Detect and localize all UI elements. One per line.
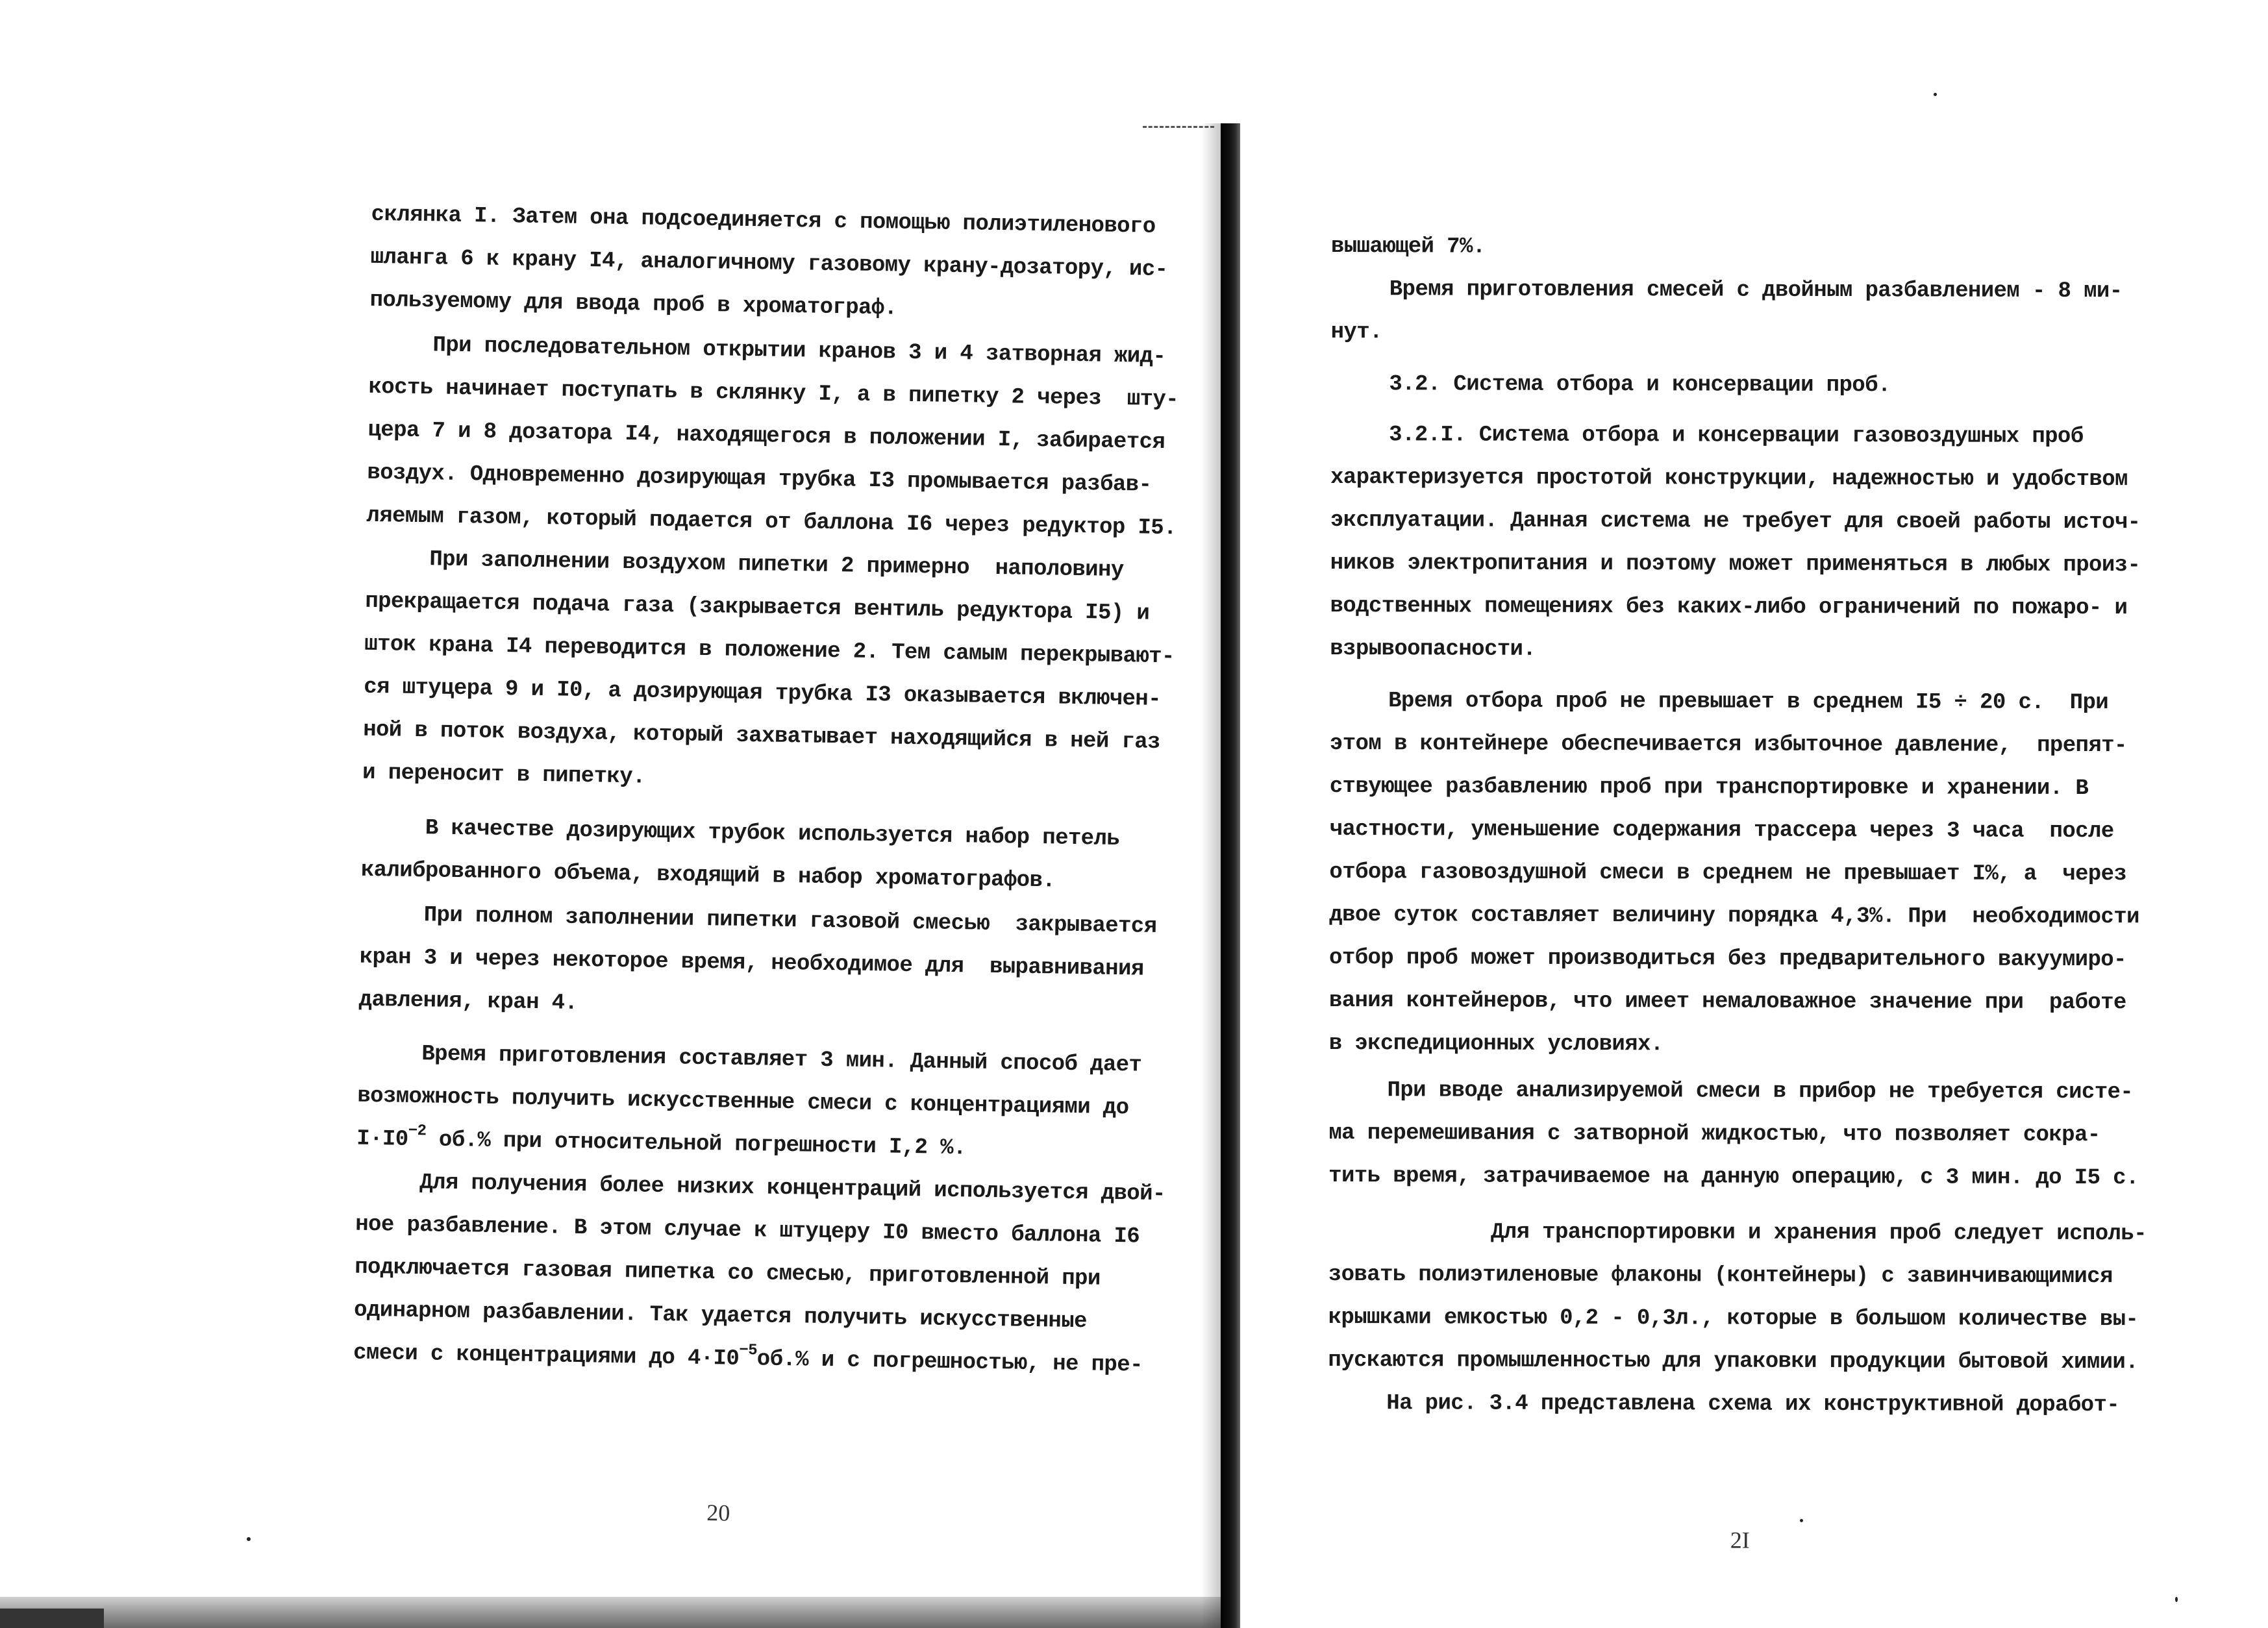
text-line: Время отбора проб не превышает в среднем I5 ÷ 20 с. При — [1388, 689, 2109, 716]
text-line: 3.2.I. Система отбора и консервации газовоздушных проб — [1389, 423, 2084, 450]
scan-speck — [1800, 1519, 1803, 1522]
text-line: характеризуется простотой конструкции, надежностью и удобством — [1330, 465, 2128, 493]
text-tail: об.% и с погрешностью, не пре- — [756, 1347, 1143, 1378]
text-line: тить время, затрачиваемое на данную операцию, с 3 мин. до I5 с. — [1328, 1163, 2139, 1191]
text-line-with-exponent — [353, 1340, 1143, 1379]
text-line: цера 7 и 8 дозатора I4, находящегося в положении I, забирается — [368, 417, 1165, 456]
text-line: отбора газовоздушной смеси в среднем не превышает I%, а через — [1329, 859, 2127, 887]
scan-speck — [2175, 1597, 2178, 1602]
text-line: При вводе анализируемой смеси в прибор не требуется систе- — [1387, 1078, 2134, 1105]
exponent: −5 — [739, 1341, 758, 1360]
text-line: ной в поток воздуха, который захватывает находящийся в ней газ — [362, 717, 1161, 755]
text-line: вания контейнеров, что имеет немаловажное значение при работе — [1328, 988, 2126, 1016]
text-line: двое суток составляет величину порядка 4,3%. При необходимости — [1329, 902, 2139, 930]
text-line: ма перемешивания с затворной жидкостью, что позволяет сокра- — [1328, 1120, 2100, 1148]
text-line: При заполнении воздухом пипетки 2 примерно наполовину — [429, 547, 1124, 584]
text-line: взрывоопасности. — [1330, 636, 1536, 662]
text-line: склянка I. Затем она подсоединяется с помощью полиэтиленового — [371, 202, 1156, 240]
text-line: Для получения более низких концентраций используется двой- — [419, 1170, 1166, 1207]
text-line: ляемым газом, который подается от баллона I6 через редуктор I5. — [366, 503, 1177, 541]
text-line: подключается газовая пипетка со смесью, приготовленной при — [354, 1255, 1101, 1292]
text-line: в экспедиционных условиях. — [1328, 1031, 1664, 1057]
text-line: ся штуцера 9 и I0, а дозирующая трубка I3 оказывается включен- — [363, 674, 1162, 713]
text-line: этом в контейнере обеспечивается избыточное давление, препят- — [1329, 731, 2127, 759]
scanner-bed-strip — [0, 1597, 1227, 1628]
text-line: возможность получить искусственные смеси с концентрациями до — [357, 1083, 1129, 1121]
text-line: Время приготовления смесей с двойным разбавлением - 8 ми- — [1389, 277, 2123, 304]
scanner-bed-shadow — [0, 1609, 104, 1628]
text-line: эксплуатации. Данная система не требует для своей работы источ- — [1330, 508, 2141, 536]
text-line: пользуемому для ввода проб в хроматограф. — [369, 288, 897, 321]
page-edge-mark — [1143, 126, 1214, 128]
page-number: 20 — [706, 1499, 730, 1526]
text-line-with-exponent — [356, 1122, 967, 1162]
text-line: ное разбавление. В этом случае к штуцеру I0 вместо баллона I6 — [355, 1212, 1140, 1250]
text-line: шток крана I4 переводится в положение 2. Тем самым перекрывают- — [364, 632, 1175, 670]
section-heading: 3.2. Система отбора и консервации проб. — [1389, 372, 1891, 399]
text-line: Время приготовления составляет 3 мин. Данный способ дает — [421, 1042, 1142, 1078]
scan-speck — [1934, 93, 1937, 96]
text-line: кран 3 и через некоторое время, необходимое для выравнивания — [359, 944, 1144, 982]
text-line: Для транспортировки и хранения проб следует исполь- — [1490, 1220, 2147, 1247]
text-line: калиброванного объема, входящий в набор хроматографов. — [360, 857, 1056, 894]
text-line: кость начинает поступать в склянку I, а в пипетку 2 через шту- — [368, 375, 1179, 413]
text-line: При последовательном открытии кранов 3 и 4 затворная жид- — [432, 333, 1166, 370]
text-line: нут. — [1330, 319, 1382, 345]
text-line: отбор проб может производиться без предварительного вакуумиро- — [1329, 945, 2126, 973]
text-line: На рис. 3.4 представлена схема их конструктивной доработ- — [1386, 1391, 2120, 1418]
text-line: водственных помещениях без каких-либо ограничений по пожаро- и — [1330, 593, 2128, 621]
text-line: В качестве дозирующих трубок используется набор петель — [425, 816, 1120, 852]
text-tail: об.% при относительной погрешности I,2 %. — [425, 1128, 967, 1161]
right-page — [1328, 234, 2195, 1553]
text-line: частности, уменьшение содержания трассера через 3 часа после — [1329, 817, 2114, 845]
book-spine — [1221, 123, 1240, 1628]
text-line: одинарном разбавлении. Так удается получить искусственные — [353, 1298, 1088, 1335]
scan-speck — [247, 1537, 251, 1541]
text-line: ствующее разбавлению проб при транспортировке и хранении. В — [1329, 774, 2089, 802]
text-line: и переносит в пипетку. — [362, 760, 646, 790]
text-line: шланга 6 к крану I4, аналогичному газовому крану-дозатору, ис- — [370, 245, 1168, 283]
page-number: 2I — [1730, 1527, 1750, 1553]
text-line: вышающей 7%. — [1330, 234, 1486, 260]
text-line: пускаются промышленностью для упаковки продукции бытовой химии. — [1328, 1348, 2139, 1375]
text-line: ников электропитания и поэтому может применяться в любых произ- — [1330, 550, 2141, 578]
text-line: воздух. Одновременно дозирующая трубка I3 промывается разбав- — [367, 460, 1152, 498]
text-base: I·I0 — [356, 1126, 408, 1152]
spine-shadow — [1201, 123, 1223, 1628]
text-line: прекращается подача газа (закрывается вентиль редуктора I5) и — [365, 589, 1150, 626]
text-line: давления, кран 4. — [358, 987, 578, 1016]
text-line: крышками емкостью 0,2 - 0,3л., которые в большом количестве вы- — [1328, 1305, 2139, 1333]
text-base: смеси с концентрациями до 4·I0 — [353, 1340, 740, 1372]
text-line: При полном заполнении пипетки газовой смесью закрывается — [423, 903, 1157, 939]
exponent: −2 — [408, 1122, 427, 1141]
text-line: зовать полиэтиленовые флаконы (контейнеры) с завинчивающимися — [1328, 1262, 2113, 1290]
